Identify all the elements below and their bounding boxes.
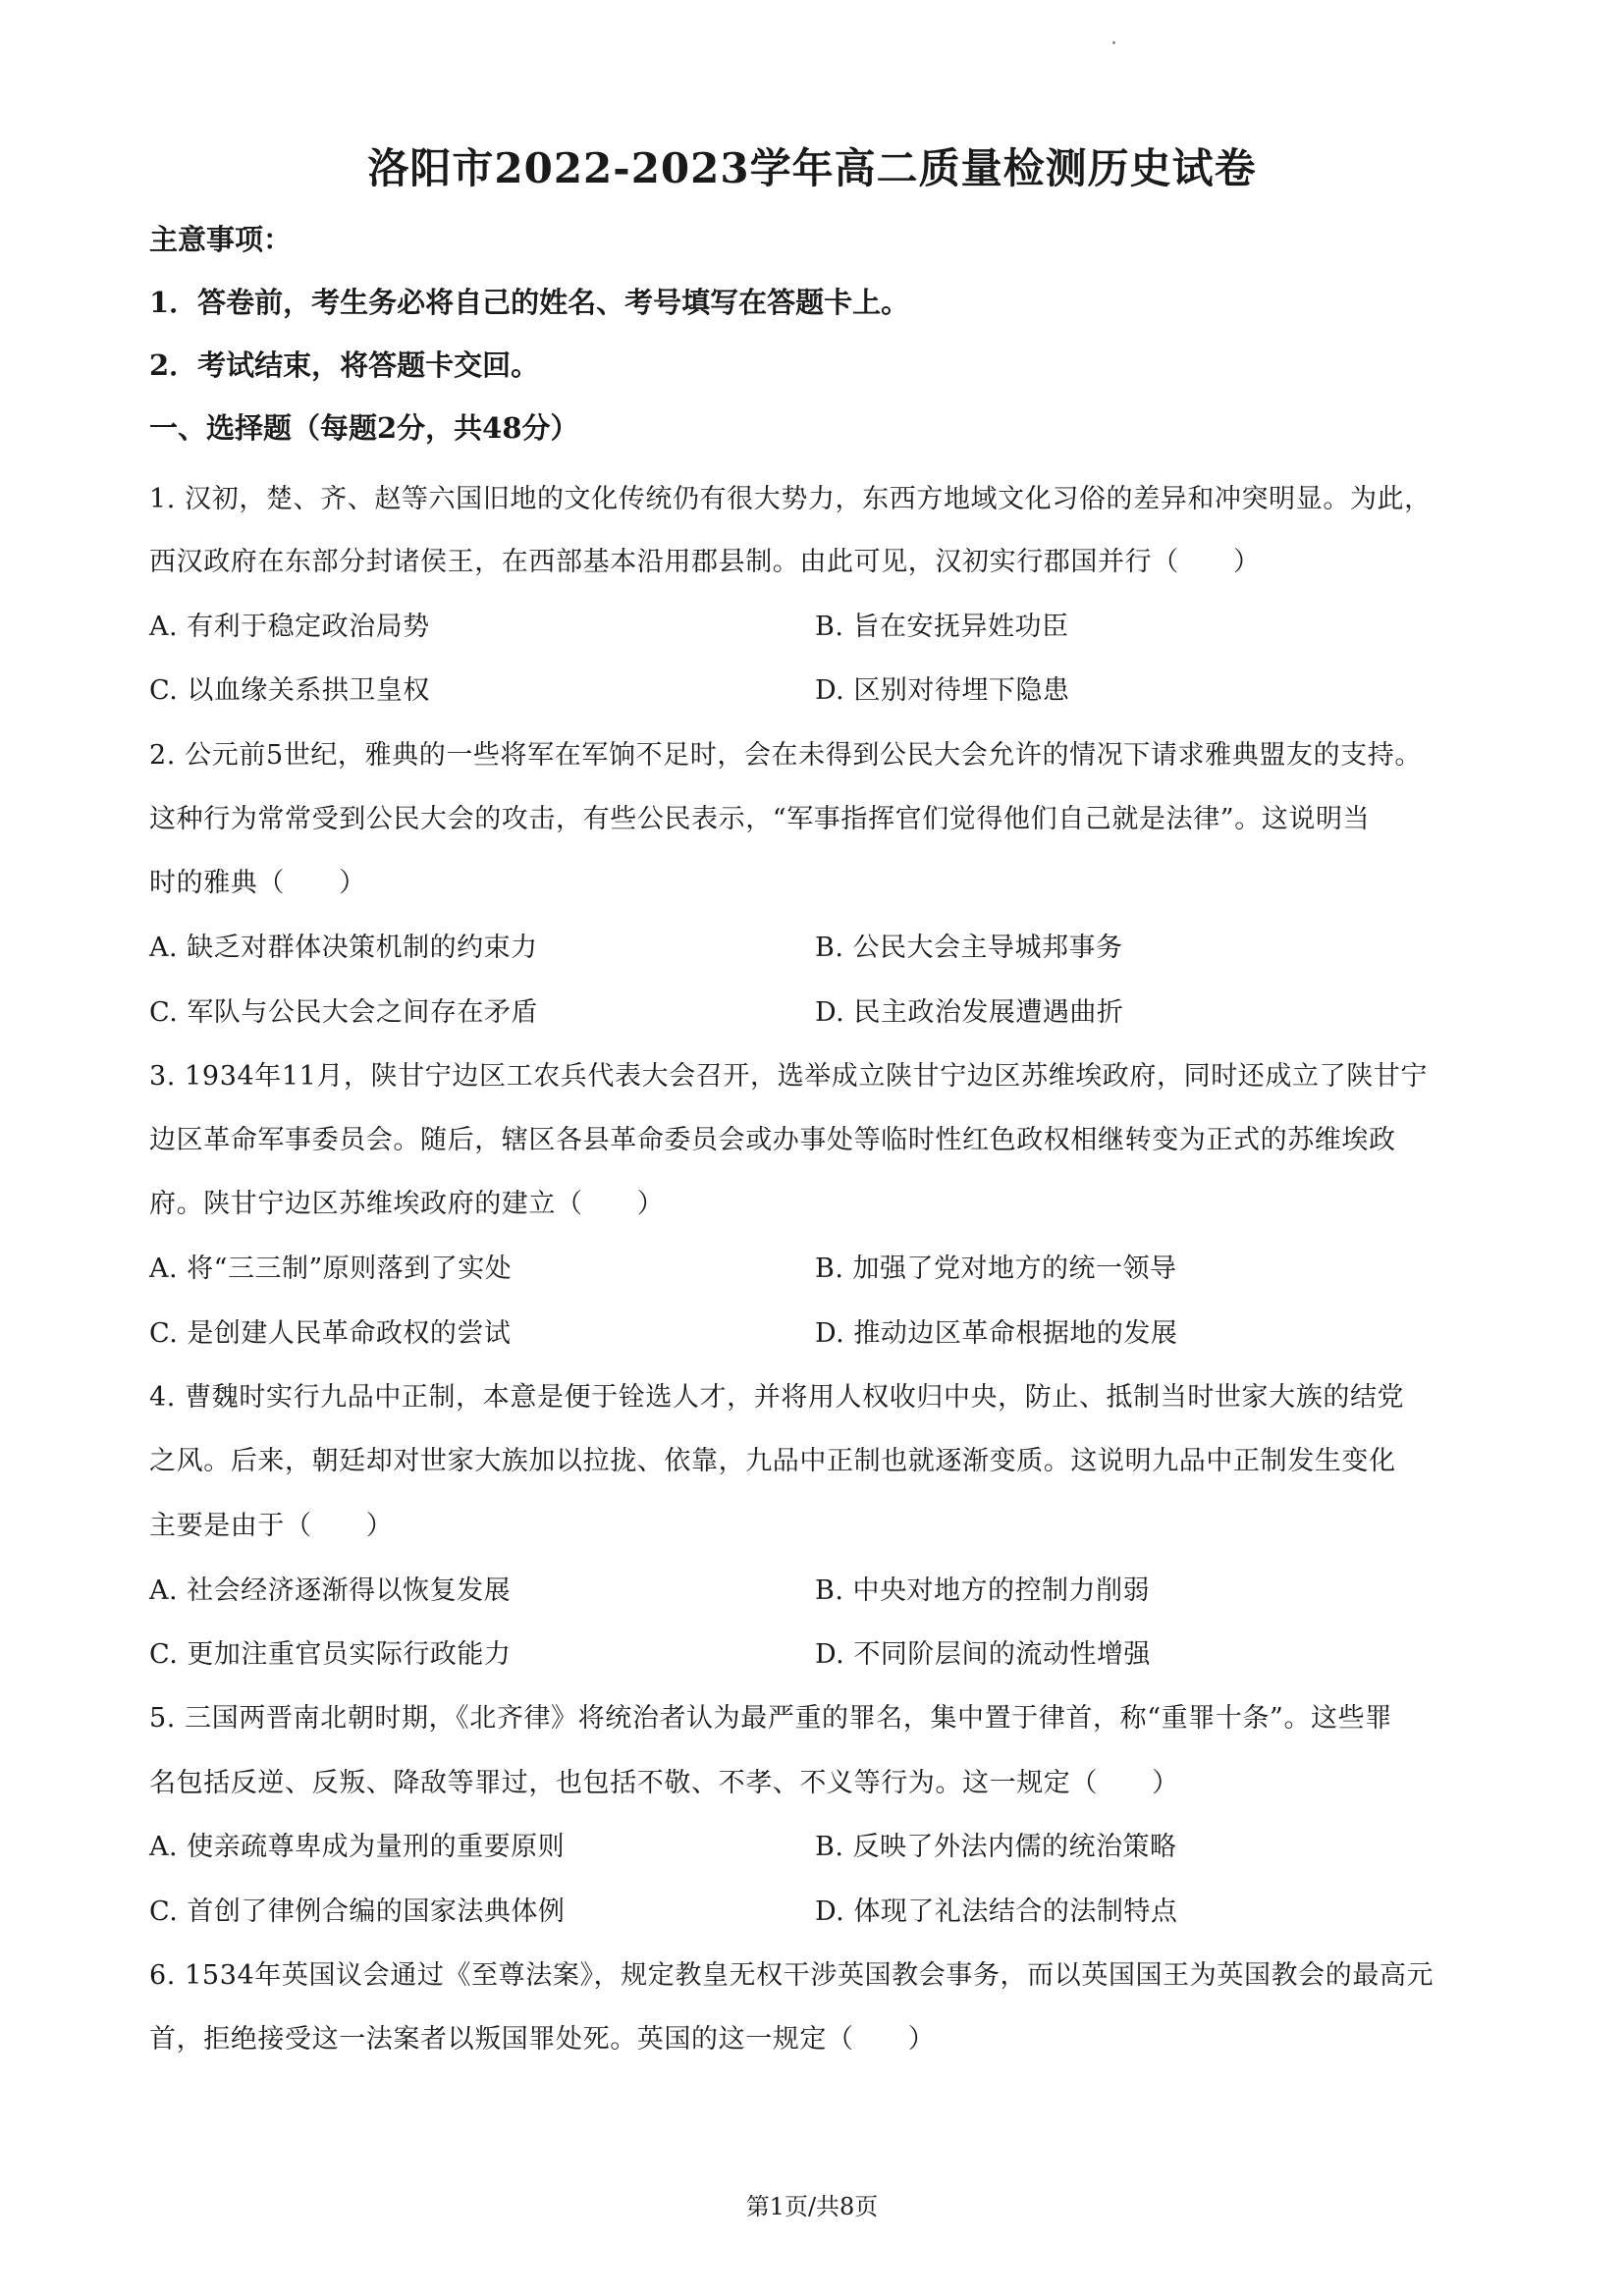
question-3-option-d: D. 推动边区革命根据地的发展 [815,1318,1178,1349]
question-3-line-3: 府。陕甘宁边区苏维埃政府的建立（ ） [149,1189,665,1219]
question-2-option-d: D. 民主政治发展遭遇曲折 [815,997,1124,1028]
question-1-option-b: B. 旨在安抚异姓功臣 [815,612,1069,642]
question-1-line-2: 西汉政府在东部分封诸侯王，在西部基本沿用郡县制。由此可见，汉初实行郡国并行（ ） [149,547,1261,577]
question-3-line-1: 3. 1934年11月，陕甘宁边区工农兵代表大会召开，选举成立陕甘宁边区苏维埃政府，同时还成立了陕甘宁 [149,1061,1429,1092]
notice-item-2: 2．考试结束，将答题卡交回。 [149,348,540,382]
scan-speck [1112,41,1115,44]
section-heading: 一、选择题（每题2分，共48分） [149,411,579,445]
question-5-line-1: 5. 三国两晋南北朝时期，《北齐律》将统治者认为最严重的罪名，集中置于律首，称“重罪十条”。这些罪 [149,1703,1392,1734]
question-1-option-d: D. 区别对待埋下隐患 [815,675,1070,706]
question-2-option-c: C. 军队与公民大会之间存在矛盾 [149,997,538,1028]
question-5-line-2: 名包括反逆、反叛、降敌等罪过，也包括不敬、不孝、不义等行为。这一规定（ ） [149,1768,1179,1798]
question-3-option-b: B. 加强了党对地方的统一领导 [815,1254,1177,1284]
question-2-line-1: 2. 公元前5世纪，雅典的一些将军在军饷不足时，会在未得到公民大会允许的情况下请求雅典盟友的支持。 [149,740,1422,771]
question-5-option-c: C. 首创了律例合编的国家法典体例 [149,1896,566,1927]
question-5-option-a: A. 使亲疏尊卑成为量刑的重要原则 [149,1832,566,1862]
question-4-line-2: 之风。后来，朝廷却对世家大族加以拉拢、依靠，九品中正制也就逐渐变质。这说明九品中正制发生变化 [149,1446,1396,1476]
page-title: 洛阳市2022-2023学年高二质量检测历史试卷 [367,144,1257,192]
question-4-line-1: 4. 曹魏时实行九品中正制，本意是便于铨选人才，并将用人权收归中央，防止、抵制当时世家大族的结党 [149,1382,1405,1413]
notice-item-1: 1．答卷前，考生务必将自己的姓名、考号填写在答题卡上。 [149,286,910,319]
question-6-line-2: 首，拒绝接受这一法案者以叛国罪处死。英国的这一规定（ ） [149,2024,936,2055]
question-4-option-b: B. 中央对地方的控制力削弱 [815,1575,1151,1606]
question-6-line-1: 6. 1534年英国议会通过《至尊法案》，规定教皇无权干涉英国教会事务，而以英国国王为英国教会的最高元 [149,1960,1435,1991]
question-1-option-c: C. 以血缘关系拱卫皇权 [149,675,430,706]
question-3-option-a: A. 将“三三制”原则落到了实处 [149,1254,513,1284]
question-2-option-b: B. 公民大会主导城邦事务 [815,933,1123,963]
question-1-line-1: 1. 汉初，楚、齐、赵等六国旧地的文化传统仍有很大势力，东西方地域文化习俗的差异和冲突明显。为此， [149,484,1432,514]
question-3-option-c: C. 是创建人民革命政权的尝试 [149,1318,512,1349]
question-1-option-a: A. 有利于稳定政治局势 [149,612,430,642]
question-3-line-2: 边区革命军事委员会。随后，辖区各县革命委员会或办事处等临时性红色政权相继转变为正式的苏维埃政 [149,1125,1396,1155]
question-2-line-2: 这种行为常常受到公民大会的攻击，有些公民表示，“军事指挥官们觉得他们自己就是法律”。这说明当 [149,804,1371,834]
notice-heading: 主意事项： [149,223,293,256]
question-2-option-a: A. 缺乏对群体决策机制的约束力 [149,933,538,963]
question-5-option-b: B. 反映了外法内儒的统治策略 [815,1832,1177,1862]
question-4-line-3: 主要是由于（ ） [149,1511,394,1541]
page-number: 第1页/共8页 [745,2193,879,2220]
question-2-line-3: 时的雅典（ ） [149,868,366,898]
question-4-option-d: D. 不同阶层间的流动性增强 [815,1639,1151,1670]
question-4-option-c: C. 更加注重官员实际行政能力 [149,1639,512,1670]
question-5-option-d: D. 体现了礼法结合的法制特点 [815,1896,1178,1927]
question-4-option-a: A. 社会经济逐渐得以恢复发展 [149,1575,512,1606]
